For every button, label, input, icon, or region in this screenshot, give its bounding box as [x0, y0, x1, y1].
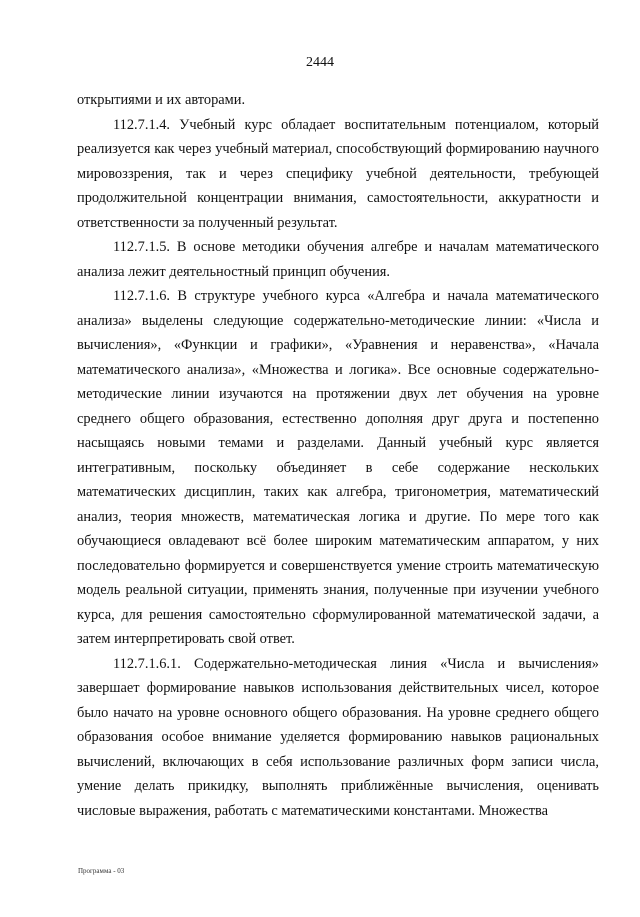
paragraph-112-7-1-4: 112.7.1.4. Учебный курс обладает воспитательным потенциалом, который реализуется как через учебный материал, способствующий формированию научного мировоззрения, так и через специфику учебной деятельности, требующей продолжительной концентрации внимания, самостоятельности, аккуратности и ответственности за полученный результат. [77, 116, 599, 231]
footer-label: Программа - 03 [78, 867, 125, 875]
document-body [77, 88, 599, 823]
page-number: 2444 [306, 55, 334, 70]
paragraph-112-7-1-5: 112.7.1.5. В основе методики обучения алгебре и началам математического анализа лежит деятельностный принцип обучения. [77, 239, 599, 280]
paragraph-continuation: открытиями и их авторами. [77, 92, 246, 108]
paragraph-112-7-1-6-1: 112.7.1.6.1. Содержательно-методическая линия «Числа и вычисления» завершает формирование навыков использования действительных чисел, которое было начато на уровне основного общего образования. На уровне среднего общего образования особое внимание уделяется формированию навыков рациональных вычислений, включающих в себя использование различных форм записи числа, умение делать прикидку, выполнять приближённые вычисления, оценивать числовые выражения, работать с математическими константами. Множества [77, 655, 599, 819]
paragraph-112-7-1-6: 112.7.1.6. В структуре учебного курса «Алгебра и начала математического анализа» выделены следующие содержательно-методические линии: «Числа и вычисления», «Функции и графики», «Уравнения и неравенства», «Начала математического анализа», «Множества и логика». Все основные содержательно-методические линии изучаются на протяжении двух лет обучения на уровне среднего общего образования, естественно дополняя друг друга и постепенно насыщаясь новыми темами и разделами. Данный учебный курс является интегративным, поскольку объединяет в себе содержание нескольких математических дисциплин, таких как алгебра, тригонометрия, математический анализ, теория множеств, математическая логика и другие. По мере того как обучающиеся овладевают всё более широким математическим аппаратом, у них последовательно формируется и совершенствуется умение строить математическую модель реальной ситуации, применять знания, полученные при изучении учебного курса, для решения самостоятельно сформулированной математической задачи, а затем интерпретировать свой ответ. [77, 288, 599, 647]
